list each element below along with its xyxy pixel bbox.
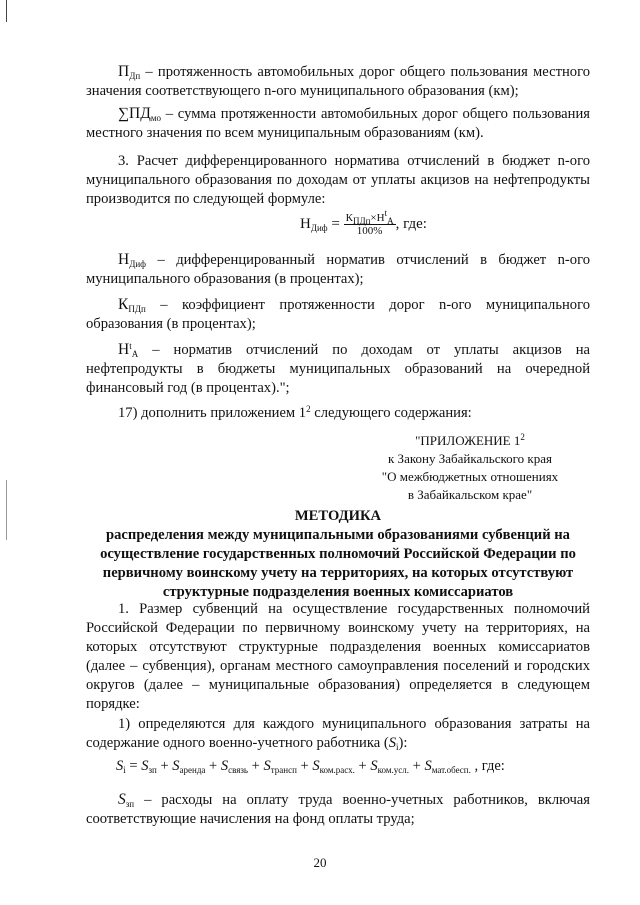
method-title: МЕТОДИКА bbox=[294, 508, 382, 524]
paragraph-item-3: 3. Расчет дифференцированного норматива отчислений в бюджет n-ого муниципального образования по доходам от уплаты акцизов на нефтепродукты производится по следующей формуле: bbox=[86, 153, 590, 207]
formula-ndif: $Н_{Диф}$ = $\frac{К_{ПДп}\times Н^t_А}{100\%}$ , где: bbox=[300, 208, 427, 237]
paragraph-pdp: $П_{Дп}$ – протяженность автомобильных дорог общего пользования местного значения соответствующего n-ого муниципального образования (км); bbox=[86, 63, 590, 99]
paragraph-na: $Н^t_А$ – норматив отчислений по доходам от уплаты акцизов на нефтепродукты в бюджеты муниципальных образований на очередной финансовый год (в процентах)."; bbox=[86, 341, 590, 396]
paragraph-item-1: 1. Размер субвенций на осуществление государственных полномочий Российской Федерации по первичному воинскому учету на территориях, на которых отсутствуют структурные подразделения военных комиссариатов (далее – субвенция), органам местного самоуправления поселений и городских округов (далее – муниципальные образования) определяется в следующем порядке: bbox=[86, 601, 590, 712]
paragraph-subitem-1: 1) определяются для каждого муниципального образования затраты на содержание одного военно-учетного работника $(S_i)$: bbox=[86, 716, 590, 752]
paragraph-item-17: 17) дополнить приложением $1^2$ следующего содержания: bbox=[118, 404, 472, 421]
formula-fraction: $\frac{К_{ПДп}\times Н^t_А}{100\%}$ bbox=[345, 208, 394, 237]
appendix-law-name: "О межбюджетных отношениях bbox=[381, 469, 559, 484]
left-margin-line bbox=[6, 480, 7, 540]
paragraph-ndif: $Н_{Диф}$ – дифференцированный норматив отчислений в бюджет n-ого муниципального образования (в процентах); bbox=[86, 251, 590, 287]
page-number: 20 bbox=[313, 855, 327, 870]
formula-si: $S_i = S_{зп} + S_{аренда} + S_{связь} + S_{трансп} + S_{ком.расх.} + S_{ком.усл.} + S_{мат.обесп.}$ , где: bbox=[116, 758, 505, 775]
paragraph-szp: $S_{зп}$ – расходы на оплату труда военно-учетных работников, включая соответствующие начисления на фонд оплаты труда; bbox=[86, 791, 590, 827]
appendix-title: "ПРИЛОЖЕНИЕ $1^2$ bbox=[415, 432, 525, 448]
appendix-law-name-cont: в Забайкальском крае" bbox=[407, 487, 533, 502]
paragraph-sum-pd: $\sum ПД_{мо}$ – сумма протяженности автомобильных дорог общего пользования местного значения по всем муниципальным образованиям (км). bbox=[86, 105, 590, 141]
appendix-law: к Закону Забайкальского края bbox=[387, 451, 552, 466]
paragraph-kpdp: $К_{ПДп}$ – коэффициент протяженности дорог n-ого муниципального образования (в процентах); bbox=[86, 296, 590, 332]
appendix-header bbox=[360, 432, 580, 504]
left-margin-line bbox=[6, 0, 7, 22]
method-subtitle: распределения между муниципальными образованиями субвенций на осуществление государственных полномочий Российской Федерации по первичному воинскому учету на территориях, на которых отсутствуют структурные подразделения военных комиссариатов bbox=[100, 527, 576, 600]
